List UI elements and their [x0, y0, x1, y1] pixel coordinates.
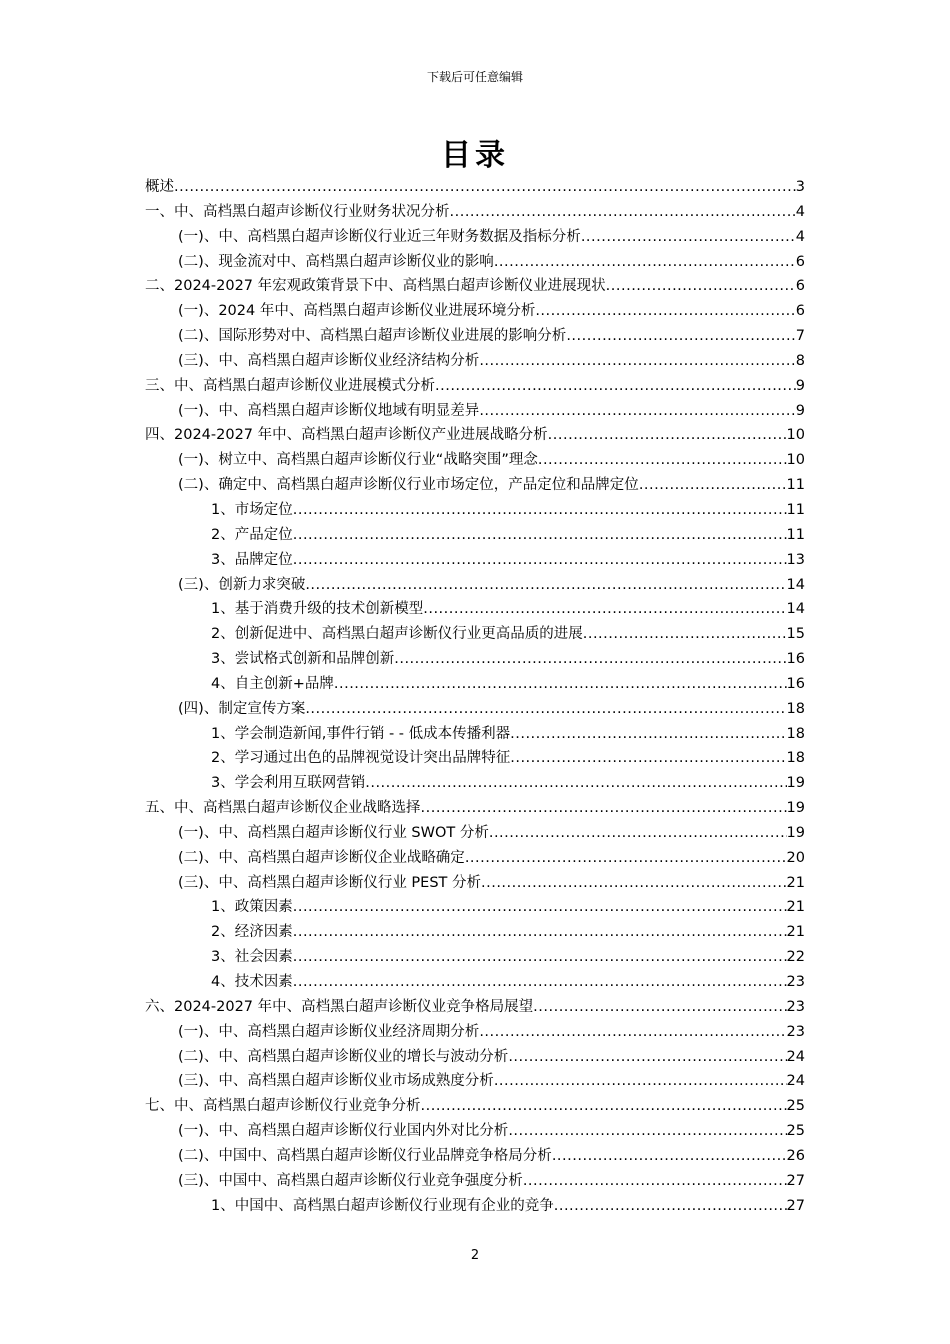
- toc-entry-text: (一)、中、高档黑白超声诊断仪行业近三年财务数据及指标分析: [178, 228, 581, 245]
- toc-entry[interactable]: [145, 200, 805, 225]
- toc-entry[interactable]: [145, 746, 805, 771]
- toc-entry-text: 3、尝试格式创新和品牌创新: [211, 651, 395, 668]
- toc-entry-text: (二)、现金流对中、高档黑白超声诊断仪业的影响: [178, 253, 494, 270]
- toc-entry-page: 19: [786, 800, 805, 817]
- toc-entry-page: 11: [786, 526, 805, 543]
- toc-leader-dots: [552, 1144, 787, 1169]
- toc-leader-dots: [305, 697, 786, 722]
- toc-entry-text: 六、2024-2027 年中、高档黑白超声诊断仪业竞争格局展望: [145, 998, 534, 1015]
- toc-entry[interactable]: [145, 970, 805, 995]
- toc-leader-dots: [293, 895, 787, 920]
- toc-entry-page: 8: [795, 352, 805, 369]
- toc-entry[interactable]: [145, 1045, 805, 1070]
- toc-entry-text: 2、学习通过出色的品牌视觉设计突出品牌特征: [211, 750, 511, 767]
- toc-entry-text: 3、品牌定位: [211, 551, 293, 568]
- toc-entry-text: (一)、2024 年中、高档黑白超声诊断仪业进展环境分析: [178, 303, 536, 320]
- toc-entry-page: 21: [786, 899, 805, 916]
- toc-entry[interactable]: [145, 324, 805, 349]
- toc-entry-text: 1、基于消费升级的技术创新模型: [211, 601, 424, 618]
- toc-entry-page: 19: [786, 824, 805, 841]
- toc-entry-page: 11: [786, 501, 805, 518]
- header-note: 下载后可任意编辑: [426, 70, 523, 84]
- toc-entry-page: 6: [795, 253, 805, 270]
- toc-entry-text: 2、经济因素: [211, 924, 293, 941]
- toc-leader-dots: [293, 498, 787, 523]
- toc-entry[interactable]: [145, 423, 805, 448]
- toc-leader-dots: [435, 374, 796, 399]
- toc-entry[interactable]: [145, 175, 805, 200]
- toc-entry-text: (一)、中、高档黑白超声诊断仪地域有明显差异: [178, 402, 480, 419]
- toc-entry[interactable]: [145, 1169, 805, 1194]
- page-number: 2: [470, 1248, 480, 1263]
- toc-entry-page: 20: [786, 849, 805, 866]
- toc-entry[interactable]: [145, 821, 805, 846]
- toc-entry-page: 9: [795, 377, 805, 394]
- toc-leader-dots: [494, 1069, 787, 1094]
- toc-entry-text: 一、中、高档黑白超声诊断仪行业财务状况分析: [145, 203, 450, 220]
- toc-entry-page: 4: [795, 203, 805, 220]
- toc-entry-page: 23: [786, 974, 805, 990]
- toc-leader-dots: [489, 821, 787, 846]
- toc-entry-text: 4、技术因素: [211, 974, 293, 990]
- toc-entry-page: 27: [786, 1197, 805, 1214]
- toc-entry[interactable]: [145, 771, 805, 796]
- toc-entry-text: (一)、中、高档黑白超声诊断仪行业国内外对比分析: [178, 1123, 509, 1140]
- toc-entry-page: 7: [795, 328, 805, 345]
- toc-entry-text: (二)、中、高档黑白超声诊断仪企业战略确定: [178, 849, 465, 866]
- toc-entry[interactable]: [145, 1194, 805, 1219]
- toc-entry-page: 18: [786, 750, 805, 767]
- toc-entry-page: 3: [795, 179, 805, 195]
- toc-entry[interactable]: [145, 299, 805, 324]
- toc-leader-dots: [479, 399, 795, 424]
- toc-entry[interactable]: [145, 722, 805, 747]
- toc-entry[interactable]: [145, 1144, 805, 1169]
- toc-entry-text: 3、社会因素: [211, 949, 293, 966]
- toc-entry-page: 10: [786, 427, 805, 444]
- toc-leader-dots: [293, 970, 787, 995]
- toc-entry-page: 19: [786, 775, 805, 792]
- toc-leader-dots: [510, 722, 786, 747]
- toc-entry-page: 18: [786, 700, 805, 717]
- toc-entry[interactable]: [145, 1094, 805, 1119]
- toc-entry-text: 1、市场定位: [211, 501, 293, 518]
- toc-entry-text: 五、中、高档黑白超声诊断仪企业战略选择: [145, 800, 421, 817]
- toc-entry-page: 6: [795, 303, 805, 320]
- toc-entry-text: 概述: [145, 179, 174, 195]
- toc-entry[interactable]: [145, 796, 805, 821]
- toc-entry-text: (二)、中、高档黑白超声诊断仪业的增长与波动分析: [178, 1048, 509, 1065]
- toc-entry-page: 24: [786, 1048, 805, 1065]
- toc-entry-text: (四)、制定宣传方案: [178, 700, 306, 717]
- toc-leader-dots: [365, 771, 786, 796]
- toc-leader-dots: [421, 796, 787, 821]
- toc-entry-text: (三)、中、高档黑白超声诊断仪业市场成熟度分析: [178, 1073, 494, 1090]
- toc-entry-text: (二)、国际形势对中、高档黑白超声诊断仪业进展的影响分析: [178, 328, 567, 345]
- toc-entry-text: 2、创新促进中、高档黑白超声诊断仪行业更高品质的进展: [211, 626, 583, 643]
- toc-entry-text: (二)、确定中、高档黑白超声诊断仪行业市场定位，产品定位和品牌定位: [178, 477, 639, 494]
- toc-entry-page: 9: [795, 402, 805, 419]
- toc-entry-page: 22: [786, 949, 805, 966]
- toc-leader-dots: [450, 200, 796, 225]
- toc-entry-text: 4、自主创新+品牌: [211, 675, 334, 692]
- toc-entry-text: 二、2024-2027 年宏观政策背景下中、高档黑白超声诊断仪业进展现状: [145, 278, 606, 295]
- toc-leader-dots: [523, 1169, 787, 1194]
- toc-leader-dots: [548, 423, 787, 448]
- toc-leader-dots: [334, 672, 787, 697]
- toc-entry[interactable]: [145, 399, 805, 424]
- toc-leader-dots: [581, 225, 796, 250]
- toc-entry-page: 21: [786, 874, 805, 891]
- toc-entry-text: 2、产品定位: [211, 526, 293, 543]
- toc-entry-page: 25: [786, 1123, 805, 1140]
- toc-leader-dots: [305, 573, 786, 598]
- toc-entry[interactable]: [145, 250, 805, 275]
- toc-entry-page: 11: [786, 477, 805, 494]
- toc-entry-page: 18: [786, 725, 805, 742]
- toc-leader-dots: [465, 846, 787, 871]
- toc-entry[interactable]: [145, 225, 805, 250]
- toc-entry[interactable]: [145, 995, 805, 1020]
- toc-entry[interactable]: [145, 473, 805, 498]
- toc-leader-dots: [535, 299, 795, 324]
- toc-leader-dots: [510, 746, 786, 771]
- toc-entry-page: 4: [795, 228, 805, 245]
- toc-entry[interactable]: [145, 597, 805, 622]
- toc-entry-text: (二)、中国中、高档黑白超声诊断仪行业品牌竞争格局分析: [178, 1147, 552, 1164]
- toc-entry[interactable]: [145, 1119, 805, 1144]
- toc-entry-text: (一)、中、高档黑白超声诊断仪行业 SWOT 分析: [178, 824, 489, 841]
- toc-entry-page: 23: [786, 998, 805, 1015]
- toc-entry-page: 24: [786, 1073, 805, 1090]
- toc-entry-page: 23: [786, 1023, 805, 1040]
- toc-entry-page: 26: [786, 1147, 805, 1164]
- toc-entry-page: 16: [786, 675, 805, 692]
- toc-entry-text: (一)、树立中、高档黑白超声诊断仪行业“战略突围”理念: [178, 452, 538, 469]
- toc-entry[interactable]: [145, 871, 805, 896]
- toc-entry[interactable]: [145, 622, 805, 647]
- toc-leader-dots: [479, 349, 795, 374]
- toc-entry[interactable]: [145, 1020, 805, 1045]
- toc-leader-dots: [538, 448, 787, 473]
- toc-entry-page: 13: [786, 551, 805, 568]
- toc-entry[interactable]: [145, 523, 805, 548]
- toc-entry-page: 27: [786, 1172, 805, 1189]
- toc-entry-text: (三)、中国中、高档黑白超声诊断仪行业竞争强度分析: [178, 1172, 523, 1189]
- toc-leader-dots: [508, 1119, 786, 1144]
- toc-entry[interactable]: [145, 846, 805, 871]
- toc-leader-dots: [639, 473, 787, 498]
- toc-leader-dots: [481, 871, 787, 896]
- toc-entry-page: 15: [786, 626, 805, 643]
- toc-leader-dots: [423, 597, 786, 622]
- toc-leader-dots: [566, 324, 795, 349]
- toc-entry-text: (一)、中、高档黑白超声诊断仪业经济周期分析: [178, 1023, 480, 1040]
- toc-entry[interactable]: [145, 672, 805, 697]
- toc-leader-dots: [583, 622, 787, 647]
- toc-entry[interactable]: [145, 895, 805, 920]
- toc-entry[interactable]: [145, 498, 805, 523]
- toc-entry-text: 3、学会利用互联网营销: [211, 775, 366, 792]
- toc-leader-dots: [293, 523, 787, 548]
- toc-leader-dots: [606, 274, 796, 299]
- toc-entry[interactable]: [145, 274, 805, 299]
- toc-entry-text: 1、学会制造新闻,事件行销 - - 低成本传播利器: [211, 725, 511, 742]
- toc-leader-dots: [494, 250, 796, 275]
- toc-entry-text: 1、中国中、高档黑白超声诊断仪行业现有企业的竞争: [211, 1197, 554, 1214]
- toc-leader-dots: [533, 995, 786, 1020]
- toc-entry-page: 16: [786, 651, 805, 668]
- toc-entry[interactable]: [145, 920, 805, 945]
- toc-entry-page: 14: [786, 601, 805, 618]
- toc-entry[interactable]: [145, 945, 805, 970]
- toc-entry-text: (三)、中、高档黑白超声诊断仪行业 PEST 分析: [178, 874, 481, 891]
- toc-entry[interactable]: [145, 374, 805, 399]
- toc-entry-page: 25: [786, 1098, 805, 1115]
- toc-leader-dots: [508, 1045, 786, 1070]
- toc-leader-dots: [421, 1094, 787, 1119]
- toc-leader-dots: [293, 920, 787, 945]
- toc-entry[interactable]: [145, 548, 805, 573]
- toc-entry-page: 6: [795, 278, 805, 295]
- toc-title: 目录: [441, 138, 509, 173]
- toc-leader-dots: [174, 175, 796, 200]
- toc-entry-text: (三)、中、高档黑白超声诊断仪业经济结构分析: [178, 352, 480, 369]
- toc-entry-page: 10: [786, 452, 805, 469]
- table-of-contents: [145, 175, 805, 1218]
- toc-entry[interactable]: [145, 573, 805, 598]
- toc-leader-dots: [293, 945, 787, 970]
- toc-leader-dots: [394, 647, 786, 672]
- toc-entry-text: (三)、创新力求突破: [178, 576, 306, 593]
- toc-leader-dots: [293, 548, 787, 573]
- toc-entry-text: 三、中、高档黑白超声诊断仪业进展模式分析: [145, 377, 435, 394]
- toc-entry[interactable]: [145, 647, 805, 672]
- toc-entry-page: 14: [786, 576, 805, 593]
- toc-entry[interactable]: [145, 1069, 805, 1094]
- toc-entry-page: 21: [786, 924, 805, 941]
- toc-entry-text: 七、中、高档黑白超声诊断仪行业竞争分析: [145, 1098, 421, 1115]
- toc-leader-dots: [554, 1194, 787, 1219]
- toc-entry[interactable]: [145, 448, 805, 473]
- toc-entry-text: 四、2024-2027 年中、高档黑白超声诊断仪产业进展战略分析: [145, 427, 548, 444]
- toc-entry[interactable]: [145, 697, 805, 722]
- toc-leader-dots: [479, 1020, 786, 1045]
- toc-entry-text: 1、政策因素: [211, 899, 293, 916]
- toc-entry[interactable]: [145, 349, 805, 374]
